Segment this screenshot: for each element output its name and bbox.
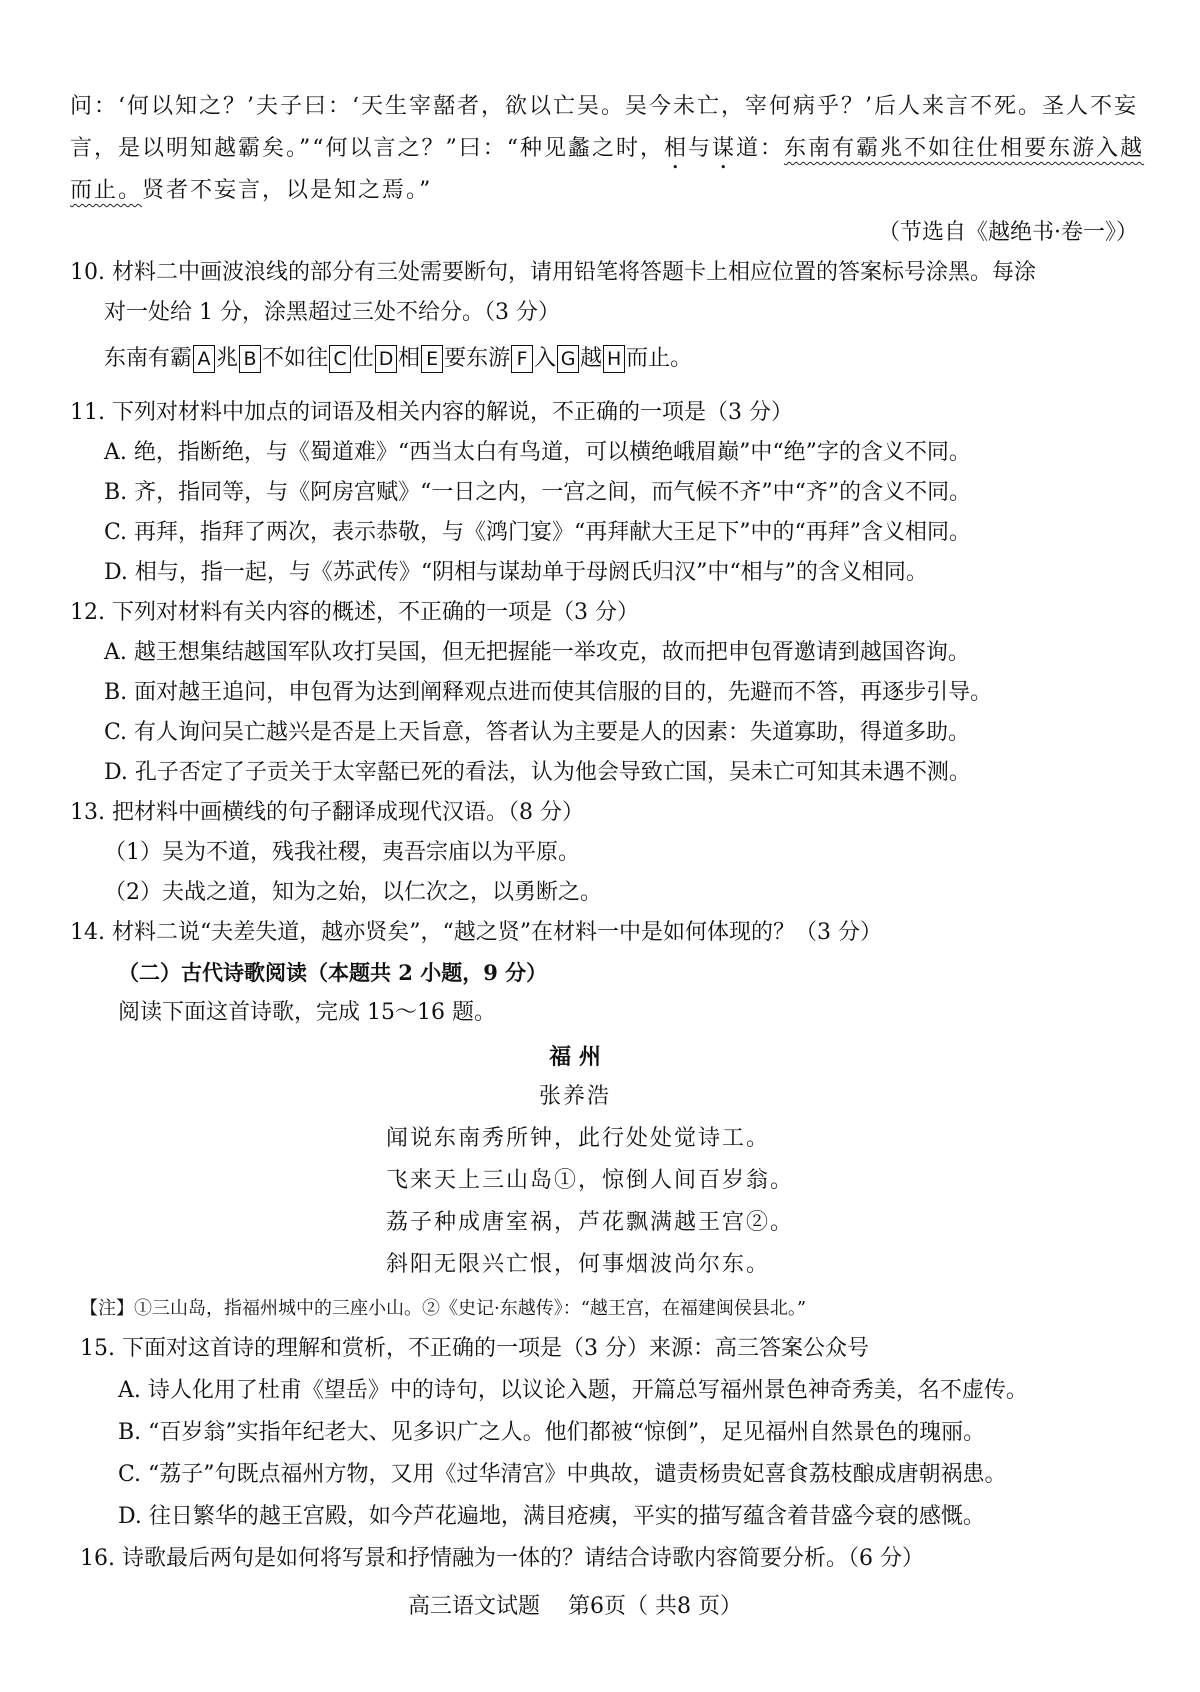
q10-seg: 仕 xyxy=(352,346,375,371)
q15-option-c: C. “荔子”句既点福州方物，又用《过华清宫》中典故，谴责杨贵妃喜食荔枝酿成唐朝祸患。 xyxy=(118,1462,1007,1487)
material-line-2 xyxy=(70,134,1144,174)
q10-seg: 东南有霸 xyxy=(104,346,193,371)
q15-stem: 15. 下面对这首诗的理解和赏析，不正确的一项是（3 分）来源：高三答案公众号 xyxy=(80,1336,869,1361)
poem-note: 【注】①三山岛，指福州城中的三座小山。②《史记·东越传》：“越王宫，在福建闽侯县北。” xyxy=(80,1298,807,1319)
q10-seg: 入 xyxy=(534,346,557,371)
q11-option-d: D. 相与，指一起，与《苏武传》“阴相与谋劫单于母阏氏归汉”中“相与”的含义相同。 xyxy=(104,560,928,585)
q10-seg: 越 xyxy=(580,346,603,371)
material-line-1: 问：‘何以知之？’夫子曰：‘天生宰嚭者，欲以亡吴。吴今未亡，宰何病乎？’后人来言不死。圣人不妄 xyxy=(70,94,1138,119)
q10-sentence xyxy=(104,344,692,374)
q10-option-box-c[interactable]: C xyxy=(329,345,351,373)
dotted-char-xiang: 相 xyxy=(664,136,689,161)
poem-title: 福 州 xyxy=(549,1044,601,1070)
q10-stem-2: 对一处给 1 分，涂黑超过三处不给分。（3 分） xyxy=(104,300,560,325)
q12-stem: 12. 下列对材料有关内容的概述，不正确的一项是（3 分） xyxy=(70,600,639,625)
q15-option-d: D. 往日繁华的越王宫殿，如今芦花遍地，满目疮痍，平实的描写蕴含着昔盛今衰的感慨。 xyxy=(118,1504,985,1529)
q10-seg: 要东游 xyxy=(444,346,511,371)
q12-option-c: C. 有人询问吴亡越兴是否是上天旨意，答者认为主要是人的因素：失道寡助，得道多助。 xyxy=(104,720,971,745)
q10-seg: 兆 xyxy=(216,346,239,371)
q11-option-b: B. 齐，指同等，与《阿房宫赋》“一日之内，一宫之间，而气候不齐”中“齐”的含义不同。 xyxy=(104,480,972,505)
q13-item-1: （1）吴为不道，残我社稷，夷吾宗庙以为平原。 xyxy=(104,840,580,865)
dotted-char-mou: 谋 xyxy=(712,136,737,161)
q10-option-box-g[interactable]: G xyxy=(557,345,579,373)
q16-stem: 16. 诗歌最后两句是如何将写景和抒情融为一体的？请结合诗歌内容简要分析。（6 分） xyxy=(80,1546,924,1571)
q13-item-2: （2）夫战之道，知为之始，以仁次之，以勇断之。 xyxy=(104,880,602,905)
q11-stem: 11. 下列对材料中加点的词语及相关内容的解说，不正确的一项是（3 分） xyxy=(70,400,793,425)
q10-option-box-a[interactable]: A xyxy=(193,345,215,373)
material-line-3-post: 贤者不妄言，以是知之焉。” xyxy=(142,178,433,203)
q12-option-d: D. 孔子否定了子贡关于太宰嚭已死的看法，认为他会导致亡国，吴未亡可知其未遇不测。 xyxy=(104,760,971,785)
q10-seg: 而止。 xyxy=(626,346,693,371)
material-line-3 xyxy=(70,176,432,206)
q11-option-a: A. 绝，指断绝，与《蜀道难》“西当太白有鸟道，可以横绝峨眉巅”中“绝”字的含义不同。 xyxy=(104,440,971,465)
q10-seg: 不如往 xyxy=(262,346,329,371)
poem-line-4: 斜阳无限兴亡恨，何事烟波尚尔东。 xyxy=(386,1252,771,1277)
material-source: （节选自《越绝书·卷一》） xyxy=(878,220,1138,245)
poem-line-1: 闻说东南秀所钟，此行处处觉诗工。 xyxy=(386,1126,771,1151)
material-line-2-pre: 言，是以明知越霸矣。”“何以言之？”曰：“种见蠡之时， xyxy=(70,136,664,161)
q15-option-b: B. “百岁翁”实指年纪老大、见多识广之人。他们都被“惊倒”，足见福州自然景色的瑰丽。 xyxy=(118,1420,986,1445)
section-intro: 阅读下面这首诗歌，完成 15～16 题。 xyxy=(118,1000,496,1025)
q10-option-box-e[interactable]: E xyxy=(421,345,443,373)
q10-option-box-f[interactable]: F xyxy=(511,345,533,373)
q13-stem: 13. 把材料中画横线的句子翻译成现代汉语。（8 分） xyxy=(70,800,584,825)
q10-stem-1: 10. 材料二中画波浪线的部分有三处需要断句，请用铅笔将答题卡上相应位置的答案标号涂黑。每涂 xyxy=(70,260,1036,285)
q11-option-c: C. 再拜，指拜了两次，表示恭敬，与《鸿门宴》“再拜献大王足下”中的“再拜”含义相同。 xyxy=(104,520,972,545)
q12-option-b: B. 面对越王追问，申包胥为达到阐释观点进而使其信服的目的，先避而不答，再逐步引导。 xyxy=(104,680,993,705)
poem-author: 张养浩 xyxy=(538,1084,611,1109)
page-footer: 高三语文试题 第6页（ 共8 页） xyxy=(408,1594,742,1619)
wavy-underlined-text-1: 东南有霸兆不如往仕相要东游入越 xyxy=(784,136,1145,161)
q12-option-a: A. 越王想集结越国军队攻打吴国，但无把握能一举攻克，故而把申包胥邀请到越国咨询。 xyxy=(104,640,970,665)
q10-option-box-h[interactable]: H xyxy=(603,345,625,373)
q10-option-box-b[interactable]: B xyxy=(239,345,261,373)
wavy-underlined-text-2: 而止。 xyxy=(70,178,143,203)
q15-option-a: A. 诗人化用了杜甫《望岳》中的诗句，以议论入题，开篇总写福州景色神奇秀美，名不虚传。 xyxy=(118,1378,1028,1403)
material-line-2-post: 道： xyxy=(736,136,785,161)
section-heading: （二）古代诗歌阅读（本题共 2 小题，9 分） xyxy=(118,960,548,985)
poem-line-2: 飞来天上三山岛①，惊倒人间百岁翁。 xyxy=(386,1168,795,1193)
q14-stem: 14. 材料二说“夫差失道，越亦贤矣”，“越之贤”在材料一中是如何体现的？（3 分） xyxy=(70,920,882,945)
q10-option-box-d[interactable]: D xyxy=(375,345,397,373)
poem-line-3: 荔子种成唐室祸，芦花飘满越王宫②。 xyxy=(386,1210,795,1235)
material-line-2-mid: 与 xyxy=(688,136,713,161)
q10-seg: 相 xyxy=(398,346,421,371)
